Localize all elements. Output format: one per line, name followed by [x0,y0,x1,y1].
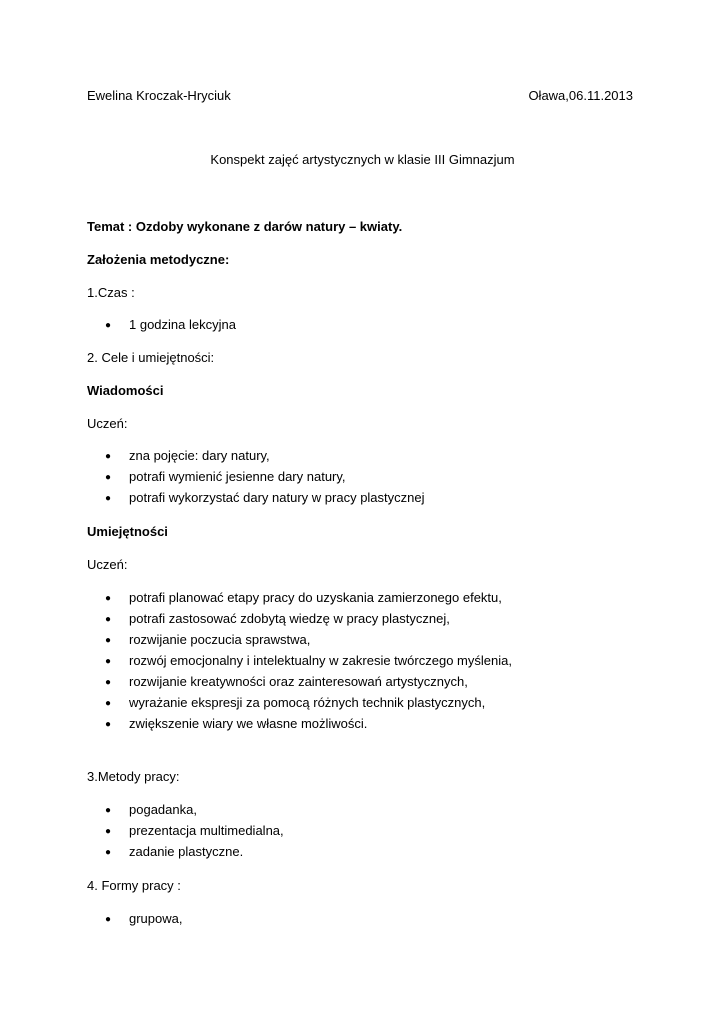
list-item: ● potrafi wykorzystać dary natury w pracy plastycznej [105,490,425,505]
list-item: ● potrafi wymienić jesienne dary natury, [105,469,346,484]
bullet-icon: ● [105,320,112,331]
knowledge-heading: Wiadomości [87,383,164,398]
bullet-icon: ● [105,614,112,625]
list-item: ● zadanie plastyczne. [105,844,244,859]
bullet-icon: ● [105,656,112,667]
list-item: ● potrafi zastosować zdobytą wiedzę w pracy plastycznej, [105,611,450,626]
list-item: ● rozwijanie poczucia sprawstwa, [105,632,311,647]
bullet-icon: ● [105,847,112,858]
forms-heading: 4. Formy pracy : [87,878,181,893]
bullet-icon: ● [105,677,112,688]
bullet-icon: ● [105,826,112,837]
list-item: ● zna pojęcie: dary natury, [105,448,270,463]
topic-heading: Temat : Ozdoby wykonane z darów natury – kwiaty. [87,219,403,234]
bullet-icon: ● [105,451,112,462]
list-item: ●1 godzina lekcyjna [105,317,236,332]
list-item: ●potrafi planować etapy pracy do uzyskania zamierzonego efektu, [105,590,502,605]
bullet-icon: ● [105,635,112,646]
document-title: Konspekt zajęć artystycznych w klasie III Gimnazjum [210,152,515,167]
list-item: ● grupowa, [105,911,183,926]
bullet-icon: ● [105,698,112,709]
bullet-icon: ● [105,593,112,604]
bullet-icon: ● [105,493,112,504]
bullet-icon: ● [105,805,112,816]
list-item: ● wyrażanie ekspresji za pomocą różnych technik plastycznych, [105,695,486,710]
skills-student-label: Uczeń: [87,557,128,572]
list-item: ● rozwijanie kreatywności oraz zainteresowań artystycznych, [105,674,468,689]
assumptions-heading: Założenia metodyczne: [87,252,230,267]
author-name: Ewelina Kroczak-Hryciuk [87,88,231,103]
list-item: ● prezentacja multimedialna, [105,823,284,838]
list-item: ● rozwój emocjonalny i intelektualny w zakresie twórczego myślenia, [105,653,512,668]
time-heading: 1.Czas : [87,285,135,300]
bullet-icon: ● [105,914,112,925]
bullet-icon: ● [105,472,112,483]
skills-heading: Umiejętności [87,524,168,539]
place-date: Oława,06.11.2013 [528,88,633,103]
knowledge-student-label: Uczeń: [87,416,128,431]
methods-heading: 3.Metody pracy: [87,769,180,784]
bullet-icon: ● [105,719,112,730]
list-item: ● pogadanka, [105,802,197,817]
goals-heading: 2. Cele i umiejętności: [87,350,215,365]
list-item: ● zwiększenie wiary we własne możliwości. [105,716,368,731]
